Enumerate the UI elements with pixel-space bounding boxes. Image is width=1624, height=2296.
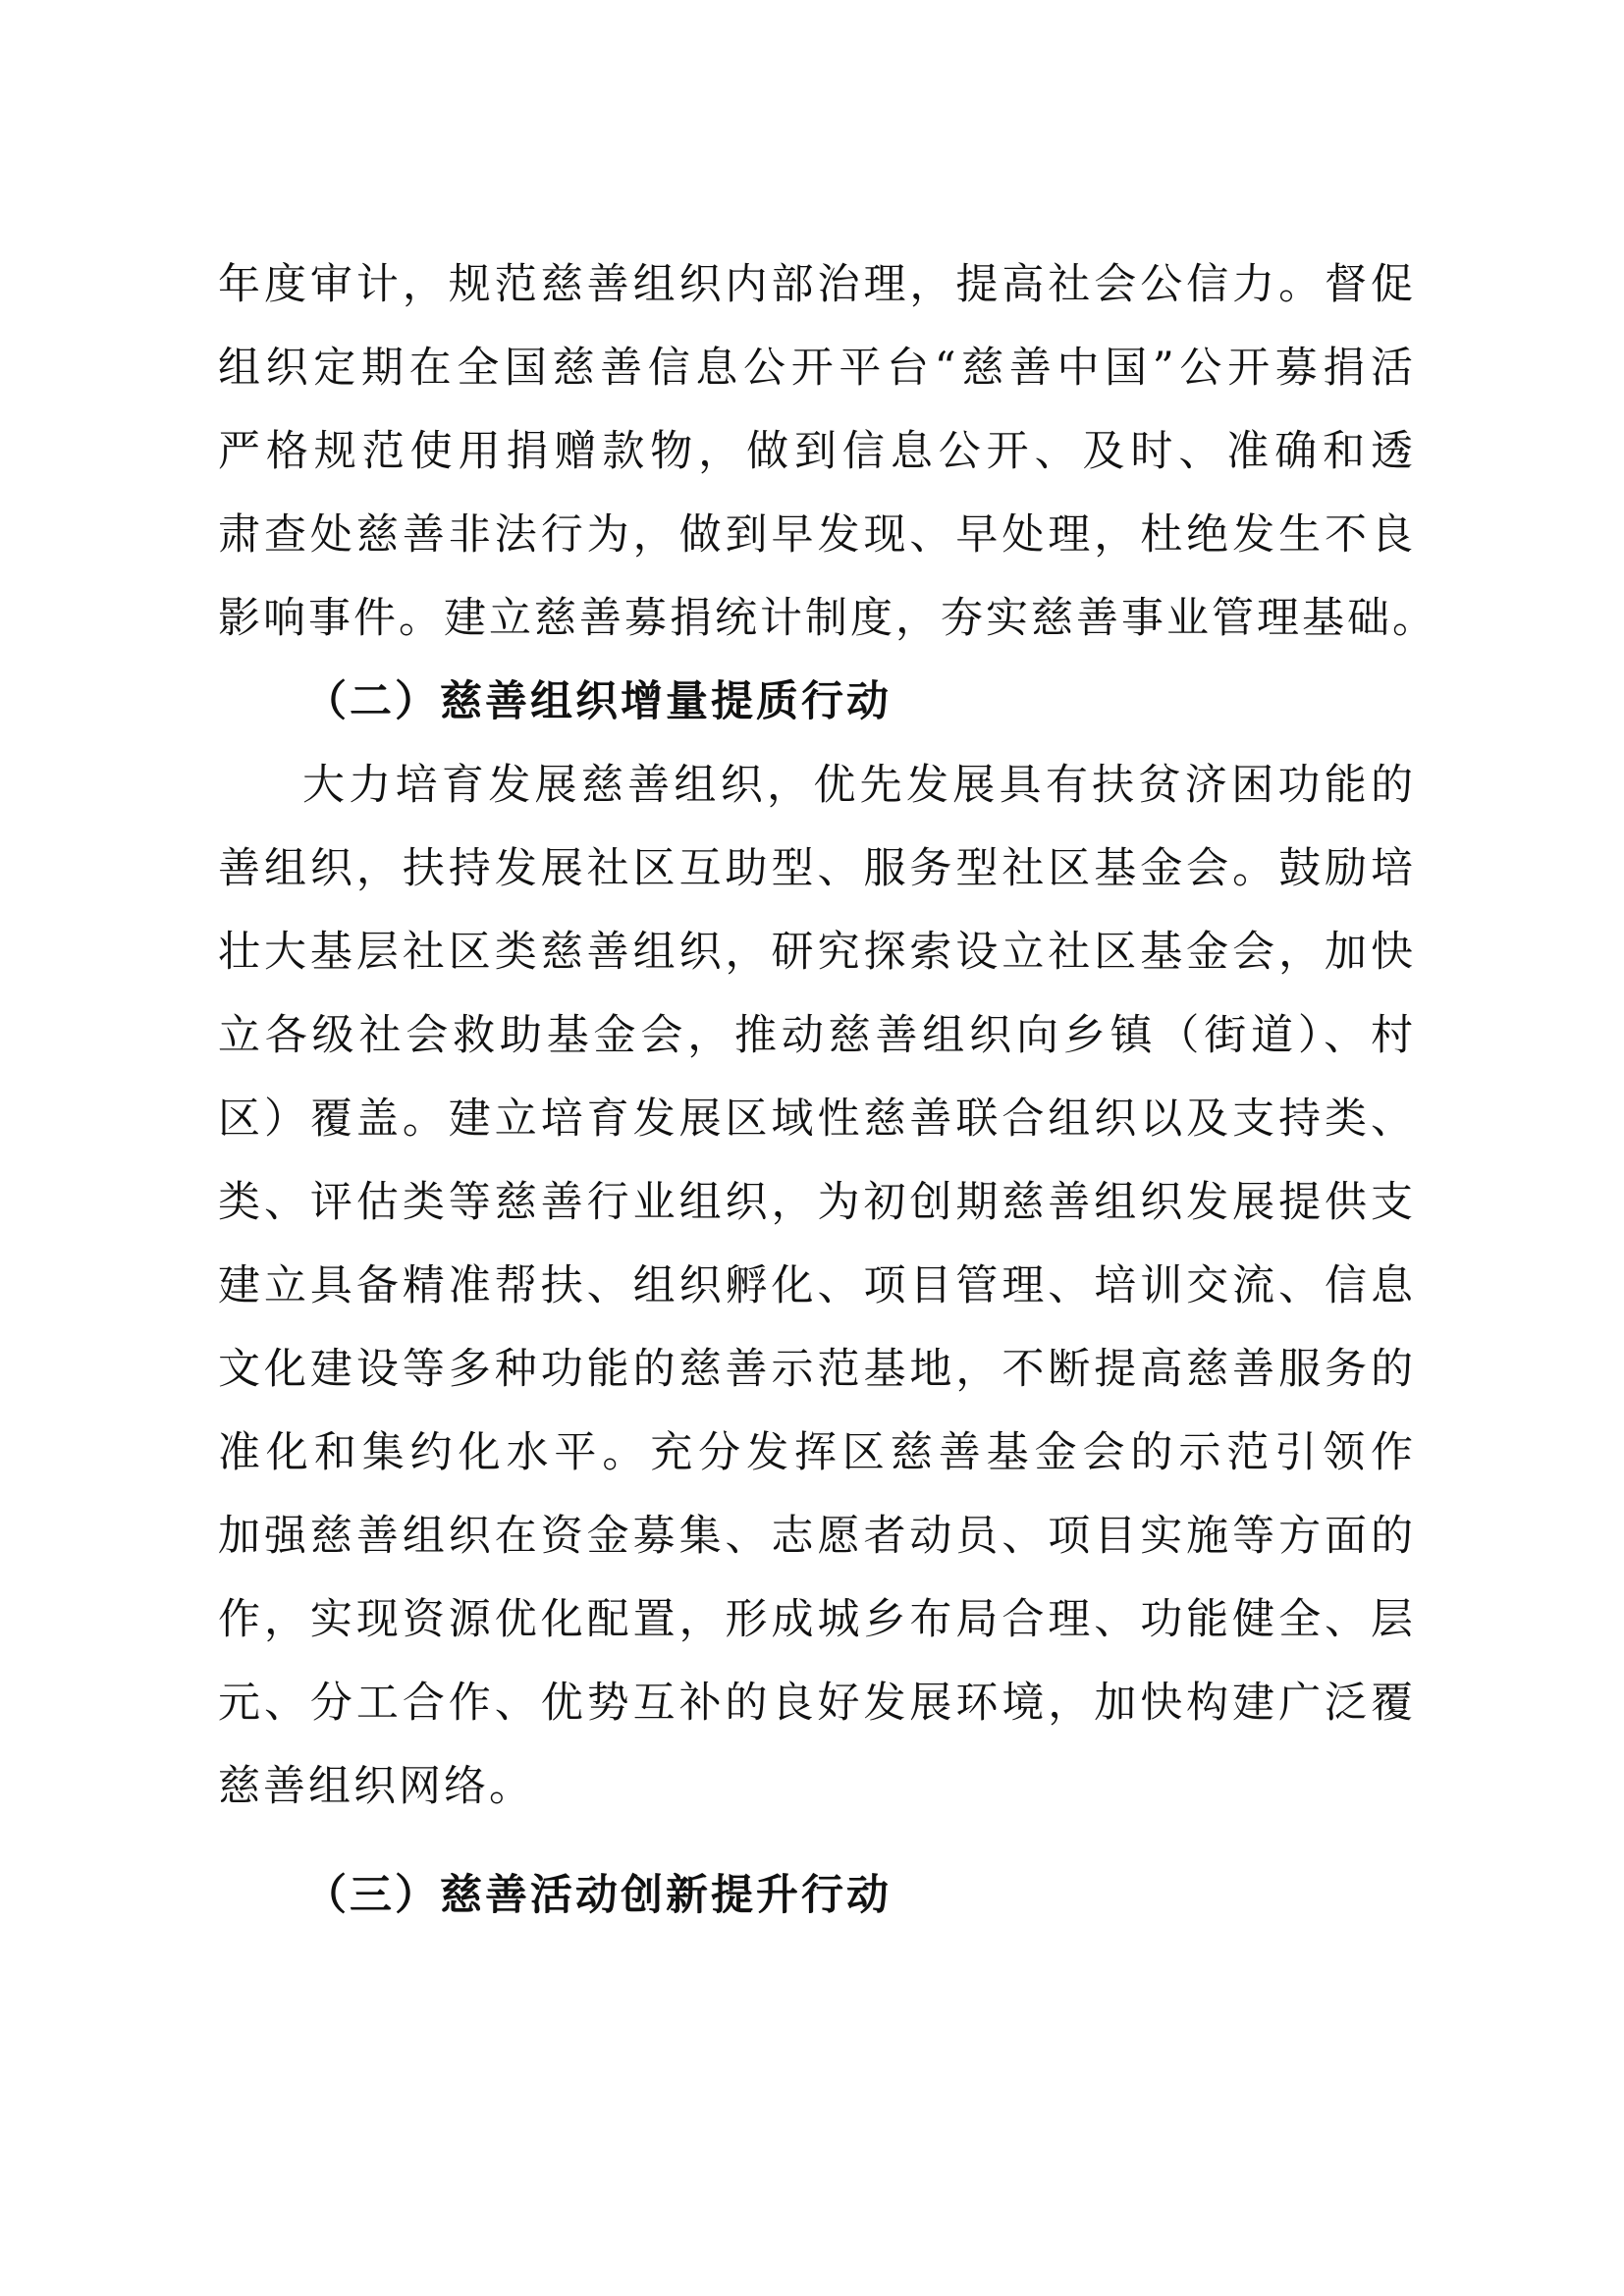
paragraph-line: 类、评估类等慈善行业组织，为初创期慈善组织发展提供支 [218, 1178, 1416, 1227]
section-heading-3: （三）慈善活动创新提升行动 [304, 1871, 892, 1920]
paragraph-line: 区）覆盖。建立培育发展区域性慈善联合组织以及支持类、 [218, 1095, 1416, 1144]
paragraph-line: 建立具备精准帮扶、组织孵化、项目管理、培训交流、信息 [218, 1261, 1416, 1310]
paragraph-line: 加强慈善组织在资金募集、志愿者动员、项目实施等方面的 [218, 1512, 1416, 1561]
paragraph-line: 准化和集约化水平。充分发挥区慈善基金会的示范引领作 [218, 1428, 1416, 1477]
document-body [218, 243, 1437, 1938]
paragraph-line: 严格规范使用捐赠款物，做到信息公开、及时、准确和透 [218, 427, 1416, 476]
paragraph-line: 立各级社会救助基金会，推动慈善组织向乡镇（街道）、村 [218, 1011, 1416, 1060]
section-heading-2: （二）慈善组织增量提质行动 [304, 677, 892, 726]
paragraph-line: 文化建设等多种功能的慈善示范基地，不断提高慈善服务的 [218, 1345, 1416, 1394]
paragraph-line: 作，实现资源优化配置，形成城乡布局合理、功能健全、层 [218, 1595, 1416, 1644]
paragraph-line: 元、分工合作、优势互补的良好发展环境，加快构建广泛覆 [218, 1679, 1416, 1728]
paragraph-audit-governance [218, 243, 1437, 661]
paragraph-line: 肃查处慈善非法行为，做到早发现、早处理，杜绝发生不良 [218, 510, 1416, 560]
paragraph-line: 慈善组织网络。 [218, 1762, 534, 1811]
paragraph-line: 善组织，扶持发展社区互助型、服务型社区基金会。鼓励培 [218, 844, 1416, 893]
paragraph-line: 影响事件。建立慈善募捐统计制度，夯实慈善事业管理基础。 [218, 594, 1437, 643]
paragraph-line: 年度审计，规范慈善组织内部治理，提高社会公信力。督促 [218, 260, 1416, 309]
paragraph-line: 壮大基层社区类慈善组织，研究探索设立社区基金会，加快 [218, 928, 1416, 977]
paragraph-line: 大力培育发展慈善组织，优先发展具有扶贫济困功能的 [302, 761, 1416, 810]
paragraph-line: 组织定期在全国慈善信息公开平台“慈善中国”公开募捐活 [218, 344, 1416, 393]
paragraph-charity-organizations [218, 744, 1416, 1829]
